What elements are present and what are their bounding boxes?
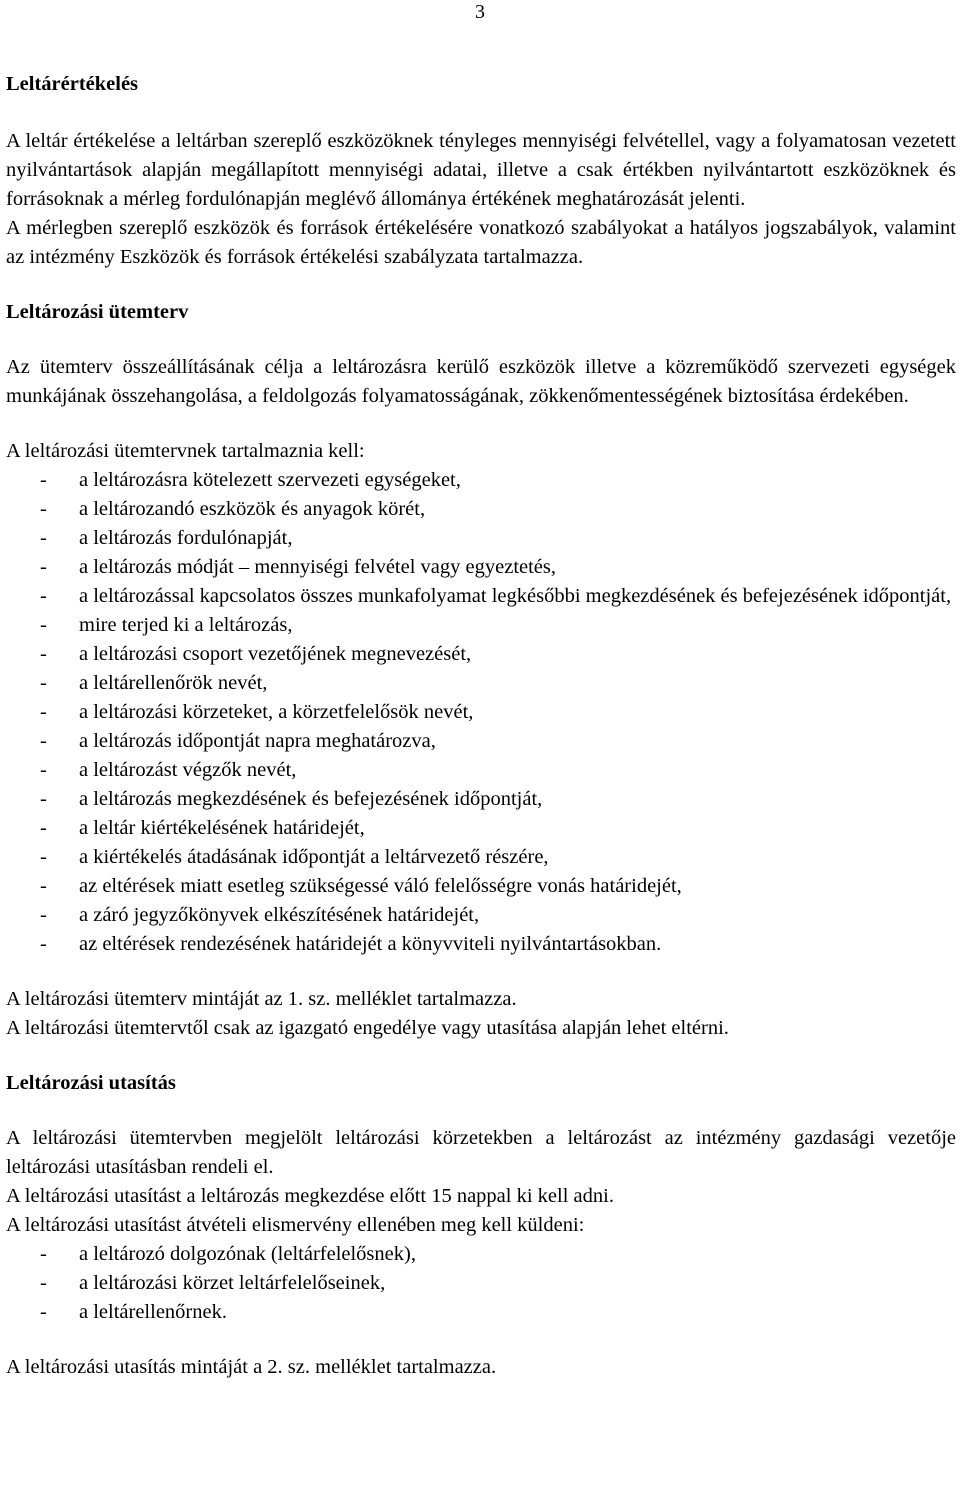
instruction-closing: A leltározási utasítás mintáját a 2. sz. melléklet tartalmazza. [6,1356,497,1378]
list-dash: - [40,788,47,810]
schedule-list-item [6,727,956,756]
list-dash: - [40,1301,47,1323]
list-dash: - [40,933,47,955]
schedule-list-item-text: a leltározás módját – mennyiségi felvétel vagy egyeztetés, [79,556,557,578]
schedule-list-item-text: a leltározás időpontját napra meghatározva, [79,730,436,752]
schedule-list-item [6,814,956,843]
schedule-list-item [6,669,956,698]
list-dash: - [40,875,47,897]
schedule-list-item-text: mire terjed ki a leltározás, [79,614,293,636]
list-dash: - [40,759,47,781]
list-dash: - [40,730,47,752]
schedule-list-item [6,582,956,611]
instruction-list-item-text: a leltárellenőrnek. [79,1301,227,1323]
instruction-list-item [6,1240,956,1269]
list-dash: - [40,469,47,491]
schedule-list-item-text: a kiértékelés átadásának időpontját a leltárvezető részére, [79,846,549,868]
schedule-list-item-text: az eltérések miatt esetleg szükségessé váló felelősségre vonás határidejét, [79,875,682,897]
instruction-list-item-text: a leltározási körzet leltárfelelőseinek, [79,1272,386,1294]
schedule-list-item [6,466,956,495]
schedule-closing-1: A leltározási ütemterv mintáját az 1. sz. melléklet tartalmazza. [6,988,517,1010]
schedule-list-item-text: a leltározásra kötelezett szervezeti egységeket, [79,469,461,491]
list-dash: - [40,556,47,578]
schedule-list-item [6,640,956,669]
instruction-list-intro: A leltározási utasítást átvételi elismervény ellenében meg kell küldeni: [6,1214,585,1236]
instruction-paragraph-1: A leltározási ütemtervben megjelölt leltározási körzetekben a leltározást az intézmény gazdasági vezetője leltározási utasításban rendeli el. [6,1127,956,1178]
schedule-closing-2: A leltározási ütemtervtől csak az igazgató engedélye vagy utasítása alapján lehet eltérni. [6,1017,729,1039]
list-dash: - [40,672,47,694]
list-dash: - [40,1243,47,1265]
valuation-paragraph-1: A leltár értékelése a leltárban szereplő eszközöknek tényleges mennyiségi felvétellel, vagy a folyamatosan vezetett nyilvántartások alapján megállapított mennyiségi adatai, illetve a csak értékben nyilvántartott eszközöknek és forrásoknak a mérleg fordulónapján meglévő állománya értékének meghatározását jelenti. [6,130,956,210]
schedule-paragraph-1: Az ütemterv összeállításának célja a leltározásra kerülő eszközök illetve a közreműködő szervezeti egységek munkájának összehangolása, a feldolgozás folyamatosságának, zökkenőmentességének biztosítása érdekében. [6,356,956,407]
schedule-list-item-text: a leltározás megkezdésének és befejezésének időpontját, [79,788,543,810]
schedule-list-item [6,495,956,524]
instruction-paragraph-2: A leltározási utasítást a leltározás megkezdése előtt 15 nappal ki kell adni. [6,1185,614,1207]
list-dash: - [40,527,47,549]
schedule-list-item [6,930,956,959]
schedule-list-item [6,756,956,785]
page-number: 3 [475,1,485,23]
list-dash: - [40,1272,47,1294]
list-dash: - [40,585,47,607]
instruction-list-item-text: a leltározó dolgozónak (leltárfelelősnek), [79,1243,416,1265]
instruction-recipients-list [6,1240,956,1327]
valuation-paragraph-2: A mérlegben szereplő eszközök és források értékelésére vonatkozó szabályokat a hatályos jogszabályok, valamint az intézmény Eszközök és források értékelési szabályzata tartalmazza. [6,217,956,268]
section-title-instruction: Leltározási utasítás [6,1072,176,1094]
list-dash: - [40,498,47,520]
schedule-list-item [6,785,956,814]
schedule-list-item-text: a leltározandó eszközök és anyagok körét, [79,498,426,520]
list-dash: - [40,614,47,636]
schedule-requirements-list [6,466,956,959]
schedule-list-item [6,698,956,727]
schedule-list-item-text: a leltár kiértékelésének határidejét, [79,817,365,839]
list-dash: - [40,817,47,839]
schedule-list-item-text: a záró jegyzőkönyvek elkészítésének határidejét, [79,904,480,926]
schedule-list-intro: A leltározási ütemtervnek tartalmaznia kell: [6,440,365,462]
schedule-list-item [6,872,956,901]
section-title-valuation: Leltárértékelés [6,73,139,95]
document-body [6,70,956,1382]
schedule-list-item-text: a leltározást végzők nevét, [79,759,297,781]
schedule-list-item-text: az eltérések rendezésének határidejét a könyvviteli nyilvántartásokban. [79,933,662,955]
schedule-list-item-text: a leltárellenőrök nevét, [79,672,268,694]
schedule-list-item [6,611,956,640]
schedule-list-item-text: a leltározás fordulónapját, [79,527,293,549]
schedule-list-item [6,553,956,582]
schedule-list-item-text: a leltározási körzeteket, a körzetfelelősök nevét, [79,701,474,723]
instruction-list-item [6,1269,956,1298]
list-dash: - [40,701,47,723]
list-dash: - [40,643,47,665]
schedule-list-item [6,843,956,872]
section-title-schedule: Leltározási ütemterv [6,301,189,323]
schedule-list-item-text: a leltározási csoport vezetőjének megnevezését, [79,643,472,665]
schedule-list-item-text: a leltározással kapcsolatos összes munkafolyamat legkésőbbi megkezdésének és befejezésének időpontját, [79,585,952,607]
schedule-list-item [6,901,956,930]
schedule-list-item [6,524,956,553]
list-dash: - [40,904,47,926]
instruction-list-item [6,1298,956,1327]
list-dash: - [40,846,47,868]
